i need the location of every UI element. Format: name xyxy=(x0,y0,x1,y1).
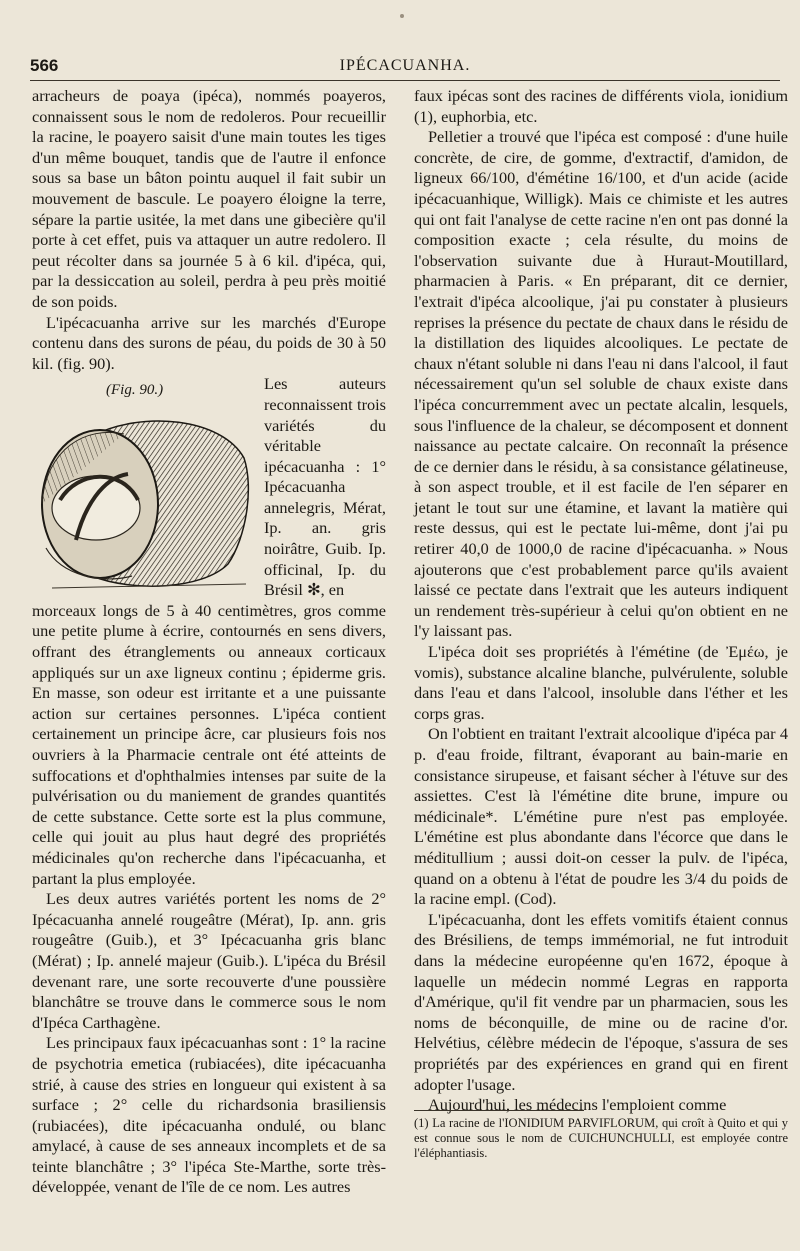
left-paragraph-2: L'ipécacuanha arrive sur les marchés d'Europe contenu dans des surons de péau, du poids de 30 à 50 kil. (fig. 90). xyxy=(32,312,386,373)
left-intro-paragraph: arracheurs de poaya (ipéca), nommés poayeros, connaissent sous le nom de redoleros. Pour recueillir la racine, le poayero saisit d'une main toutes les tiges d'un même bouquet, tandis que de l'autre il enfonce sous sa base un bâton pointu auquel il fait subir un mouvement de bascule. Le poayero éloigne la terre, sépare la partie usitée, la met dans une gibecière qu'il porte à cet effet, puis va attaquer un autre redolero. Il peut récolter dans sa journée 5 à 6 kil. d'ipéca, qui, par la dessiccation au soleil, perdra à peu près moitié de son poids. xyxy=(32,86,386,311)
left-paragraph-3-rest: morceaux longs de 5 à 40 centimètres, gros comme une petite plume à écrire, contournés en sens divers, offrant des étranglements ou anneaux corticaux appliqués sur un axe ligneux continu ; épiderme gris. En masse, son odeur est irritante et a une puissante action sur certaines personnes. L'ipéca contient certainement un principe âcre, car plusieurs fois nos ouvriers à la Pharmacie centrale ont été atteints de suffocations et d'ophthalmies intenses par suite de la pulvérisation ou du maniement de grandes quantités de cette substance. Cette sorte est la plus commune, celle qui jouit au plus haut degré des propriétés médicinales qu'on recherche dans l'ipécacuanha, et partant la plus employée. xyxy=(32,600,386,888)
page-header xyxy=(30,56,780,81)
left-paragraph-5: Les principaux faux ipécacuanhas sont : 1° la racine de psychotria emetica (rubiacées), dite ipécacuanha strié, à cause des stries en longueur qui existent à sa surface ; 2° celle du richardsonia brasiliensis (rubiacées), dite ipécacuanha ondulé, ou blanc amylacé, à cause de ses anneaux incomplets et de sa teinte blanchâtre ; 3° l'ipéca Ste-Marthe, sorte très-développée, venant de l'île de ce nom. Les autres xyxy=(32,1033,386,1197)
footnote: (1) La racine de l'IONIDIUM PARVIFLORUM, qui croît à Quito et qui y est connue sous le nom de CUICHUNCHULLI, est employée contre l'éléphantiasis. xyxy=(414,1116,788,1160)
right-paragraph-2: Pelletier a trouvé que l'ipéca est composé : d'une huile concrète, de cire, de gomme, d'extractif, d'amidon, de ligneux 66/100, d'émétine 16/100, et d'un acide (acide ipécacuanhique, Willigk). Mais ce chimiste et les autres qui ont fait l'analyse de cette racine n'en ont pas donné la composition exacte ; cela résulte, du moins de l'observation suivante due à Huraut-Moutillard, pharmacien à Paris. « En préparant, dit ce dernier, l'extrait d'ipéca alcoolique, j'ai pu constater à plusieurs reprises la présence du pectate de chaux dans le résidu de la distillation des liquides alcooliques. Le pectate de chaux n'étant soluble ni dans l'eau ni dans l'alcool, il faut nécessairement qu'un sel soluble de chaux existe dans l'ipéca concurremment avec un pectate alcalin, lesquels, sous l'influence de la chaleur, se décomposent et donnent naissance au pectate calcaire. On reconnaît la présence de ce dernier dans le résidu, à sa consistance gélatineuse, à son aspect trouble, et il est facile de l'en séparer en jetant le tout sur une étamine, et lavant la matière qui reste dessus, qui est le pectate lui-même, dont j'ai pu retirer 40,0 de 1000,0 de racine d'ipécacuanha. » Nous ajouterons que c'est probablement parce qu'ils avaient laissé ce pectate dans l'extrait que les auteurs indiquent un rendement très-supérieur à celui qu'on obtient en ne l'y laissant pas. xyxy=(414,127,788,641)
figure-caption: (Fig. 90.) xyxy=(106,382,164,399)
left-paragraph-3-float: Les auteurs reconnaissent trois variétés du véritable ipécacuanha : 1° Ipécacuanha annelegris, Mérat, Ip. an. gris noirâtre, Guib. Ip. officinal, Ip. du Brésil ✻, en xyxy=(264,374,386,600)
figure-90 xyxy=(32,378,256,592)
right-paragraph-5: L'ipécacuanha, dont les effets vomitifs étaient connus des Brésiliens, de temps immémorial, ne fut introduit dans la médecine européenne qu'en 1672, époque à laquelle un médecin nommé Legras en rapporta d'Amérique, qu'il fit vendre par un pharmacien, sous les noms de béconquille, de mine ou de racine d'or. Helvétius, célèbre médecin de l'époque, s'assura de ses propriétés par des expériences en grand qui en firent adopter l'usage. xyxy=(414,909,788,1094)
page-number: 566 xyxy=(30,56,59,75)
paper-speck xyxy=(400,14,404,18)
right-paragraph-4: On l'obtient en traitant l'extrait alcoolique d'ipéca par 4 p. d'eau froide, filtrant, évaporant au bain-marie en consistance sirupeuse, et faisant sécher à l'étuve sur des assiettes. C'est là l'émétine dite brune, impure ou médicinale*. L'émétine pure n'est pas employée. L'émétine est plus abondante dans l'écorce que dans le méditullium ; aussi doit-on cesser la pulv. de l'ipéca, quand on a obtenu à l'état de poudre les 3/4 du poids de la racine empl. (Cod). xyxy=(414,724,788,909)
left-paragraph-4: Les deux autres variétés portent les noms de 2° Ipécacuanha annelé rougeâtre (Mérat), Ip. ann. gris rougeâtre (Guib.), et 3° Ipécacuanha gris blanc (Mérat) ; Ip. annelé majeur (Guib.). L'ipéca du Brésil devenant rare, une sorte recouverte d'une poussière blanchâtre se trouve dans le commerce sous le nom d'Ipéca Carthagène. xyxy=(32,889,386,1032)
footnote-divider xyxy=(414,1110,584,1111)
right-intro-paragraph: faux ipécas sont des racines de différents viola, ionidium (1), euphorbia, etc. xyxy=(414,86,788,126)
right-paragraph-3: L'ipéca doit ses propriétés à l'émétine (de Ἐμέω, je vomis), substance alcaline blanche, pulvérulente, soluble dans l'eau et dans l'alcool, insoluble dans l'éther et les corps gras. xyxy=(414,642,788,723)
right-paragraph-6: Aujourd'hui, les médecins l'emploient comme xyxy=(428,1095,727,1115)
ipecac-bale-illustration xyxy=(32,408,254,592)
left-column xyxy=(32,86,386,1198)
running-title: IPÉCACUANHA. xyxy=(339,57,471,74)
right-column xyxy=(414,86,788,1116)
